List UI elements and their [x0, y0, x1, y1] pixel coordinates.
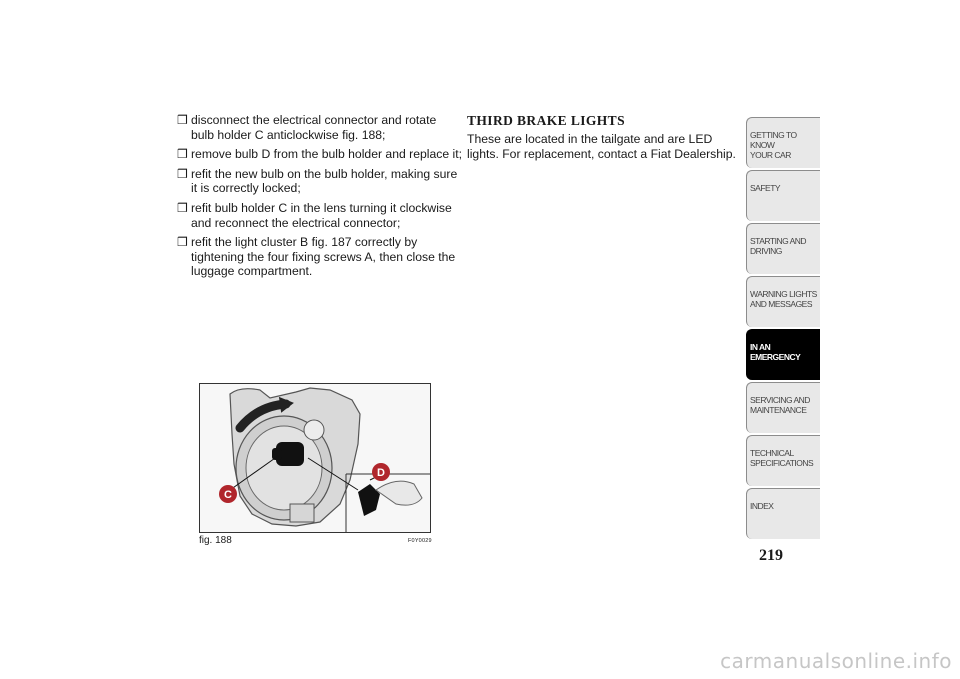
- tab-warning-lights-and-messages[interactable]: WARNING LIGHTS AND MESSAGES: [746, 276, 820, 327]
- instruction-text: remove bulb D from the bulb holder and replace it;: [191, 147, 462, 162]
- section-heading: THIRD BRAKE LIGHTS: [467, 113, 625, 128]
- checkbox-bullet-icon: ❒: [177, 147, 188, 162]
- checkbox-bullet-icon: ❒: [177, 166, 188, 181]
- figure-caption: fig. 188: [199, 535, 232, 546]
- instruction-step: [177, 147, 462, 162]
- instruction-step: [177, 235, 462, 279]
- instruction-step: [177, 167, 462, 196]
- instruction-text: refit bulb holder C in the lens turning it clockwise and reconnect the electrical connector;: [191, 200, 452, 230]
- tab-servicing-and-maintenance[interactable]: SERVICING AND MAINTENANCE: [746, 382, 820, 433]
- watermark: carmanualsonline.info: [720, 649, 952, 673]
- bulb-holder-illustration: [199, 383, 431, 533]
- callout-c-label: C: [224, 489, 232, 501]
- tab-starting-and-driving[interactable]: STARTING AND DRIVING: [746, 223, 820, 274]
- instruction-text: refit the light cluster B fig. 187 correctly by tightening the four fixing screws A, then close the luggage compartment.: [191, 235, 456, 279]
- tab-getting-to-know-your-car[interactable]: GETTING TO KNOW YOUR CAR: [746, 117, 820, 168]
- instruction-step: [177, 201, 462, 230]
- checkbox-bullet-icon: ❒: [177, 200, 188, 215]
- callout-d-label: D: [377, 467, 385, 479]
- figure-code: F0Y0029: [408, 538, 432, 544]
- page-number: 219: [759, 547, 783, 564]
- instruction-text: disconnect the electrical connector and rotate bulb holder C anticlockwise fig. 188;: [191, 113, 437, 142]
- illustration-drawing: [200, 384, 430, 532]
- section-body: These are located in the tailgate and are LED lights. For replacement, contact a Fiat Dealership.: [467, 132, 736, 161]
- tab-technical-specifications[interactable]: TECHNICAL SPECIFICATIONS: [746, 435, 820, 486]
- instruction-text: refit the new bulb on the bulb holder, making sure it is correctly locked;: [191, 166, 458, 196]
- tab-in-an-emergency[interactable]: IN AN EMERGENCY: [746, 329, 820, 380]
- tab-index[interactable]: INDEX: [746, 488, 820, 539]
- checkbox-bullet-icon: ❒: [177, 113, 188, 127]
- instruction-list: [177, 113, 462, 284]
- tab-safety[interactable]: SAFETY: [746, 170, 820, 221]
- chapter-tabs: [746, 117, 820, 541]
- instruction-step: [177, 113, 462, 142]
- checkbox-bullet-icon: ❒: [177, 235, 188, 250]
